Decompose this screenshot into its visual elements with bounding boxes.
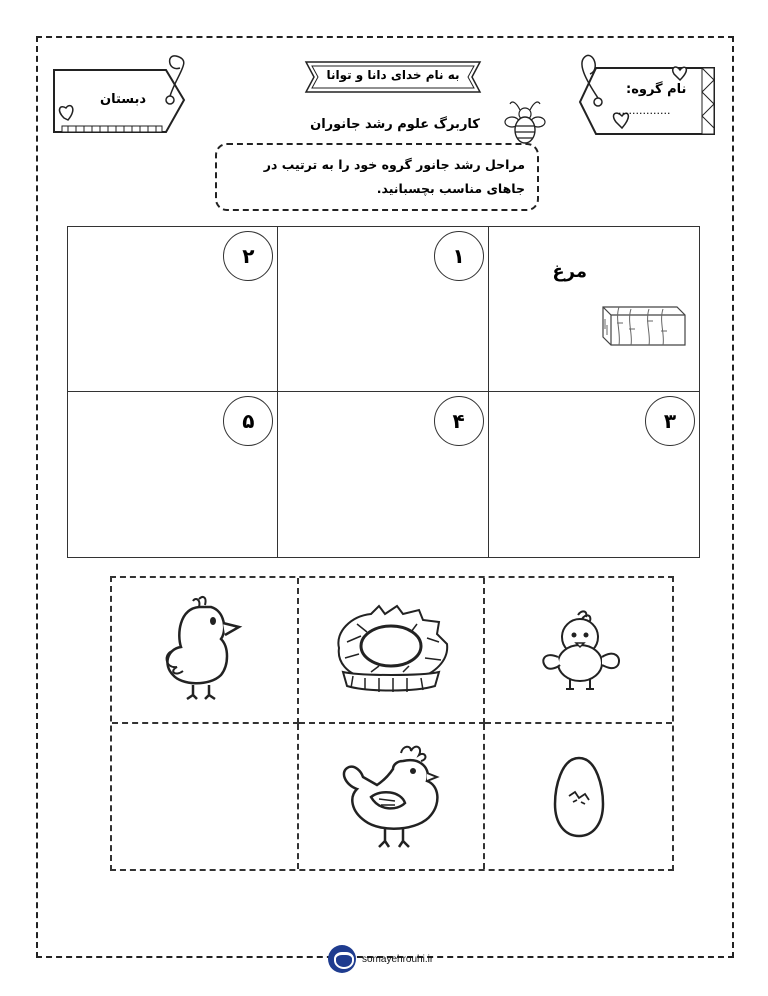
hen-icon: [331, 741, 451, 853]
cutout-cell[interactable]: [299, 724, 486, 869]
stage-number-circle: ۳: [645, 396, 695, 446]
stage-number-circle: ۴: [434, 396, 484, 446]
title-banner: [300, 58, 486, 96]
grid-cell[interactable]: [68, 392, 278, 557]
nest-with-egg-icon: [331, 602, 451, 698]
banner-title: به نام خدای دانا و توانا: [326, 68, 460, 82]
cutout-pictures: [110, 576, 674, 871]
worksheet-title: کاربرگ علوم رشد جانوران: [310, 117, 480, 132]
hay-bale-icon: [597, 299, 689, 351]
cutout-cell[interactable]: [485, 724, 672, 869]
grid-cell[interactable]: [278, 392, 488, 557]
school-tag: [48, 52, 188, 142]
group-tag-blank: ...............: [618, 104, 671, 117]
website-link[interactable]: somayehrouhi.ir: [362, 953, 434, 965]
grid-cell[interactable]: [68, 227, 278, 392]
cutout-cell[interactable]: [485, 578, 672, 724]
grid-cell[interactable]: [489, 392, 699, 557]
stage-number-circle: ۲: [223, 231, 273, 281]
group-tag: [576, 50, 718, 142]
bee-icon: [504, 98, 548, 148]
cutout-cell[interactable]: [112, 578, 299, 724]
grid-cell-animal: [489, 227, 699, 392]
animal-name: مرغ: [552, 261, 587, 282]
cracked-egg-icon: [549, 752, 609, 842]
group-tag-label: نام گروه:: [626, 82, 687, 97]
young-chick-icon: [534, 605, 624, 695]
school-tag-label: دبستان: [100, 92, 147, 107]
stage-number-circle: ۵: [223, 396, 273, 446]
stage-number-circle: ۱: [434, 231, 484, 281]
footer: [328, 944, 433, 974]
cutout-cell[interactable]: [299, 578, 486, 724]
site-logo-icon: [328, 945, 356, 973]
instruction-box: مراحل رشد جانور گروه خود را به ترتیب در جاهای مناسب بچسبانید.: [215, 143, 539, 211]
chick-icon: [159, 595, 249, 705]
cutout-cell-empty[interactable]: [112, 724, 299, 869]
grid-cell[interactable]: [278, 227, 488, 392]
stages-grid: [67, 226, 700, 558]
